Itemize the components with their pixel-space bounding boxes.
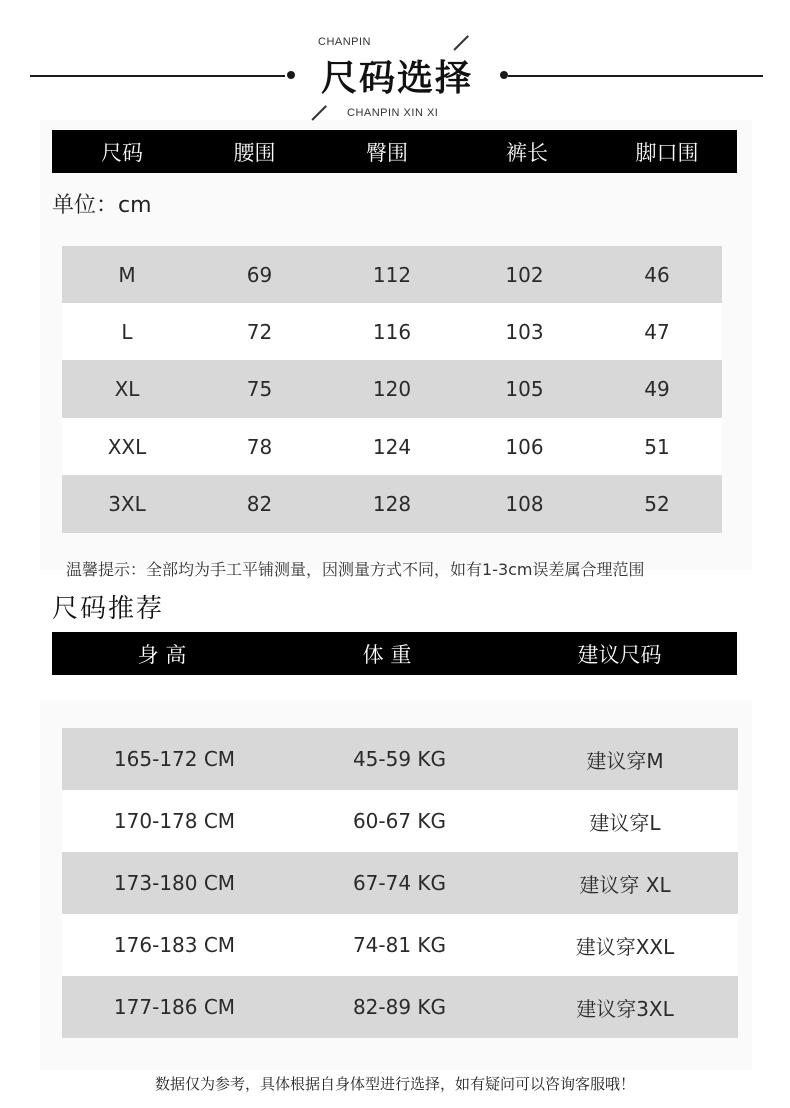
table-cell: XL: [114, 377, 140, 401]
table-row: [62, 475, 722, 533]
size-table: [62, 246, 722, 533]
table-cell: 116: [372, 319, 412, 344]
table-cell: 46: [644, 262, 670, 287]
recommend-title: 尺码推荐: [52, 594, 165, 624]
table-cell: 82-89 KG: [352, 995, 447, 1019]
table-cell: 78: [246, 434, 273, 459]
table-cell: 170-178 CM: [113, 809, 236, 833]
table-cell: 47: [644, 319, 670, 344]
table-row: [62, 914, 738, 976]
size-col-header: 尺码: [101, 140, 143, 165]
measurement-note: 温馨提示：全部均为手工平铺测量，因测量方式不同，如有1-3cm误差属合理范围: [66, 560, 645, 579]
table-cell: 74-81 KG: [352, 933, 447, 957]
table-cell: 108: [505, 492, 544, 516]
table-row: [62, 852, 738, 914]
table-cell: 69: [246, 262, 273, 287]
table-cell: 52: [644, 492, 670, 516]
size-col-header: 裤长: [506, 140, 548, 165]
table-cell: M: [118, 262, 136, 287]
header-dot-left: [287, 71, 295, 79]
header-dot-right: [500, 71, 508, 79]
table-cell: 102: [505, 262, 544, 287]
table-cell: 106: [505, 434, 544, 459]
table-row: [62, 790, 738, 852]
table-cell: L: [121, 319, 133, 344]
table-cell: 60-67 KG: [352, 809, 447, 833]
table-cell: 72: [246, 319, 273, 344]
table-cell: 49: [644, 377, 670, 401]
table-cell: 128: [372, 492, 412, 516]
table-cell: 67-74 KG: [352, 871, 447, 895]
header-slash-top: [453, 35, 468, 50]
recommend-table-header: [52, 632, 737, 675]
table-cell: 120: [372, 377, 412, 401]
table-cell: XXL: [107, 434, 147, 459]
table-cell: 建议穿L: [589, 810, 661, 835]
table-cell: 177-186 CM: [113, 995, 236, 1019]
size-col-header: 腰围: [233, 140, 276, 165]
table-cell: 建议穿3XL: [576, 996, 674, 1021]
table-cell: 124: [372, 434, 412, 459]
table-cell: 112: [372, 262, 412, 287]
header-top-small: CHANPIN: [318, 36, 372, 48]
size-col-header: 臀围: [366, 140, 408, 165]
table-row: [62, 303, 722, 360]
size-col-header: 脚口围: [635, 140, 699, 165]
table-row: [62, 246, 722, 303]
table-cell: 165-172 CM: [113, 747, 236, 771]
footer-note: 数据仅为参考，具体根据自身体型进行选择，如有疑问可以咨询客服哦！: [154, 1075, 635, 1093]
recommend-col-header: 身 高: [137, 642, 187, 667]
table-cell: 176-183 CM: [113, 933, 236, 957]
table-cell: 173-180 CM: [113, 871, 236, 895]
unit-label: 单位：cm: [52, 193, 152, 218]
size-table-header: [52, 130, 737, 173]
table-cell: 45-59 KG: [352, 747, 447, 771]
table-row: [62, 728, 738, 790]
header-line-left: [30, 75, 285, 77]
header-slash-bottom: [311, 105, 326, 120]
recommend-table: [62, 728, 738, 1038]
table-cell: 3XL: [108, 492, 146, 516]
table-cell: 75: [246, 377, 273, 401]
recommend-col-header: 建议尺码: [577, 642, 662, 667]
table-row: [62, 360, 722, 418]
table-cell: 82: [246, 492, 273, 516]
table-row: [62, 418, 722, 475]
table-cell: 103: [505, 319, 544, 344]
table-row: [62, 976, 738, 1038]
table-cell: 51: [644, 434, 670, 459]
page-title: 尺码选择: [320, 58, 473, 99]
table-cell: 建议穿 XL: [579, 872, 671, 897]
table-cell: 建议穿M: [586, 748, 664, 773]
recommend-col-header: 体 重: [362, 642, 412, 667]
header-bottom-small: CHANPIN XIN XI: [347, 107, 439, 119]
header-line-right: [508, 75, 763, 77]
table-cell: 105: [505, 377, 544, 401]
table-cell: 建议穿XXL: [575, 934, 675, 959]
